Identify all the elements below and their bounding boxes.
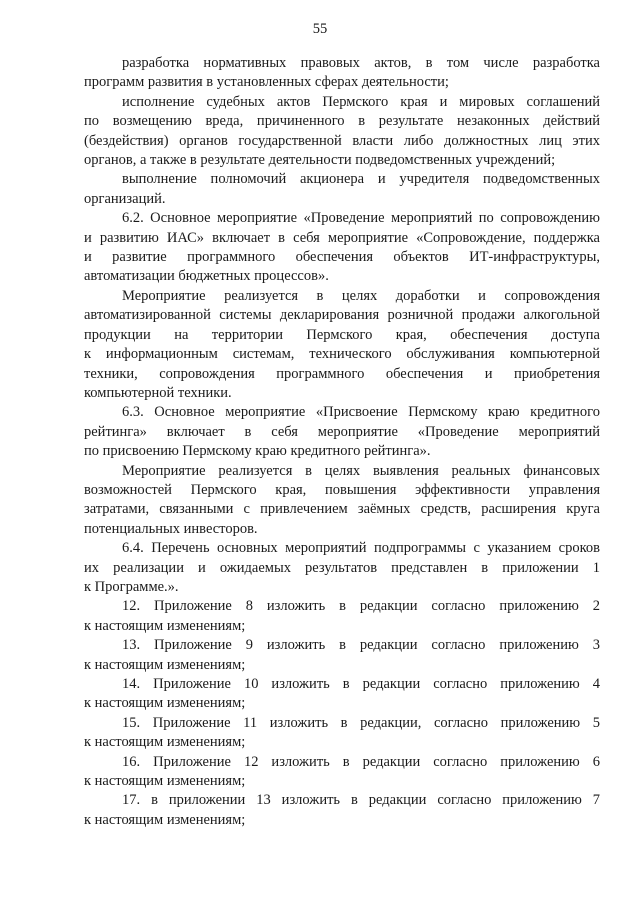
text-line: к настоящим изменениям; (84, 773, 246, 790)
text-line: Мероприятие реализуется в целях доработки и сопровождения (122, 287, 600, 304)
text-line: исполнение судебных актов Пермского края и мировых соглашений (122, 93, 600, 110)
paragraph (84, 54, 600, 93)
paragraph (84, 675, 600, 714)
text-line: автоматизированной системы декларирования розничной продажи алкогольной (84, 307, 600, 324)
text-line: по присвоению Пермскому краю кредитного рейтинга». (84, 443, 431, 460)
paragraph (84, 170, 600, 209)
text-line: 13. Приложение 9 изложить в редакции согласно приложению 3 (122, 637, 600, 654)
paragraph (84, 636, 600, 675)
paragraph (84, 93, 600, 171)
text-line: к информационным системам, технического обслуживания компьютерной (84, 346, 600, 363)
text-line: 17. в приложении 13 изложить в редакции согласно приложению 7 (122, 792, 600, 809)
text-line: к настоящим изменениям; (84, 656, 246, 673)
paragraph (84, 597, 600, 636)
text-line: и развитию ИАС» включает в себя мероприятие «Сопровождение, поддержка (84, 229, 600, 246)
text-line: и развитие программного обеспечения объектов ИТ-инфраструктуры, (84, 249, 600, 266)
paragraph (84, 791, 600, 830)
paragraph (84, 209, 600, 287)
text-line: компьютерной техники. (84, 384, 232, 401)
document-body (84, 54, 600, 830)
paragraph (84, 462, 600, 540)
text-line: 16. Приложение 12 изложить в редакции согласно приложению 6 (122, 753, 600, 770)
text-line: органов, а также в результате деятельности подведомственных учреждений; (84, 152, 556, 169)
text-line: техники, сопровождения программного обеспечения и приобретения (84, 365, 600, 382)
text-line: рейтинга» включает в себя мероприятие «Проведение мероприятий (84, 423, 600, 440)
paragraph (84, 714, 600, 753)
text-line: 6.4. Перечень основных мероприятий подпрограммы с указанием сроков (122, 540, 600, 557)
text-line: к настоящим изменениям; (84, 734, 246, 751)
paragraph (84, 287, 600, 403)
text-line: 12. Приложение 8 изложить в редакции согласно приложению 2 (122, 598, 600, 615)
text-line: к Программе.». (84, 578, 179, 595)
text-line: к настоящим изменениям; (84, 811, 246, 828)
page-number: 55 (312, 21, 328, 37)
text-line: программ развития в установленных сферах деятельности; (84, 74, 449, 91)
text-line: их реализации и ожидаемых результатов представлен в приложении 1 (84, 559, 600, 576)
text-line: (бездействия) органов государственной власти либо должностных лиц этих (84, 132, 600, 149)
text-line: 14. Приложение 10 изложить в редакции согласно приложению 4 (122, 676, 600, 692)
text-line: затратами, связанными с привлечением заёмных средств, расширения круга (84, 501, 600, 518)
paragraph (84, 403, 600, 461)
text-line: выполнение полномочий акционера и учредителя подведомственных (122, 171, 600, 188)
text-line: к настоящим изменениям; (84, 617, 246, 634)
text-line: потенциальных инвесторов. (84, 520, 258, 537)
text-line: к настоящим изменениям; (84, 695, 246, 712)
text-line: по возмещению вреда, причиненного в результате незаконных действий (84, 113, 600, 130)
text-line: 6.3. Основное мероприятие «Присвоение Пермскому краю кредитного (122, 404, 600, 421)
text-line: продукции на территории Пермского края, обеспечения доступа (84, 326, 600, 343)
text-line: 15. Приложение 11 изложить в редакции, согласно приложению 5 (122, 714, 600, 731)
paragraph (84, 539, 600, 597)
text-line: 6.2. Основное мероприятие «Проведение мероприятий по сопровождению (122, 210, 600, 227)
text-line: разработка нормативных правовых актов, в том числе разработка (122, 55, 600, 71)
paragraph (84, 753, 600, 792)
text-line: автоматизации бюджетных процессов». (84, 268, 329, 285)
text-line: возможностей Пермского края, повышения эффективности управления (84, 481, 600, 498)
text-line: организаций. (84, 190, 166, 207)
text-line: Мероприятие реализуется в целях выявления реальных финансовых (122, 462, 600, 479)
